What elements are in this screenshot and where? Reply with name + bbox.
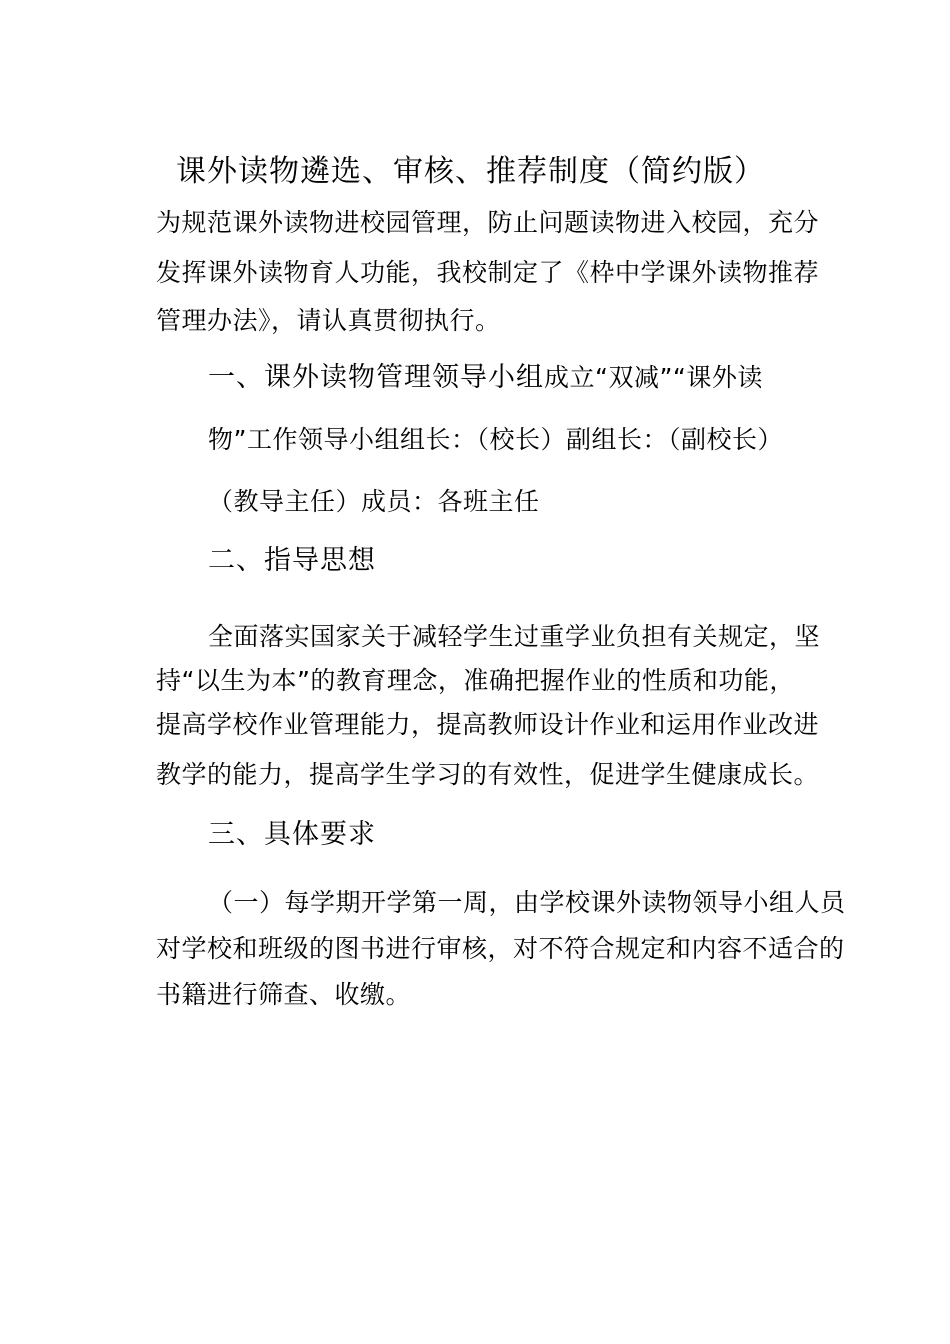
section-1-line-1-rest: 成立“双减”“课外读: [544, 363, 763, 392]
intro-line-1: 为规范课外读物进校园管理，防止问题读物进入校园，充分: [156, 208, 820, 237]
section-1-line-3: （教导主任）成员：各班主任: [208, 487, 540, 516]
document-title: 课外读物遴选、审核、推荐制度（简约版）: [176, 154, 765, 189]
section-3-heading: 三、具体要求: [208, 819, 376, 850]
section-3-line-3: 书籍进行筛查、收缴。: [156, 980, 412, 1009]
section-2-heading: 二、指导思想: [208, 545, 376, 576]
section-1-line-1: [208, 361, 763, 395]
section-2-line-3: 提高学校作业管理能力，提高教师设计作业和运用作业改进: [156, 710, 820, 739]
section-1-heading: 一、课外读物管理领导小组: [208, 362, 544, 393]
section-2-line-1: 全面落实国家关于减轻学生过重学业负担有关规定，坚: [208, 622, 821, 651]
section-2-line-2: 持“以生为本”的教育理念，准确把握作业的性质和功能，: [156, 666, 795, 695]
section-3-line-2: 对学校和班级的图书进行审核，对不符合规定和内容不适合的: [156, 934, 845, 963]
section-2-line-4: 教学的能力，提高学生学习的有效性，促进学生健康成长。: [156, 760, 820, 789]
intro-line-2: 发挥课外读物育人功能，我校制定了《枠中学课外读物推荐: [156, 258, 820, 287]
section-3-line-1: （一）每学期开学第一周，由学校课外读物领导小组人员: [208, 888, 846, 917]
section-1-line-2: 物”工作领导小组组长：（校长）副组长：（副校长）: [208, 425, 783, 454]
intro-line-3: 管理办法》，请认真贯彻执行。: [156, 306, 501, 335]
